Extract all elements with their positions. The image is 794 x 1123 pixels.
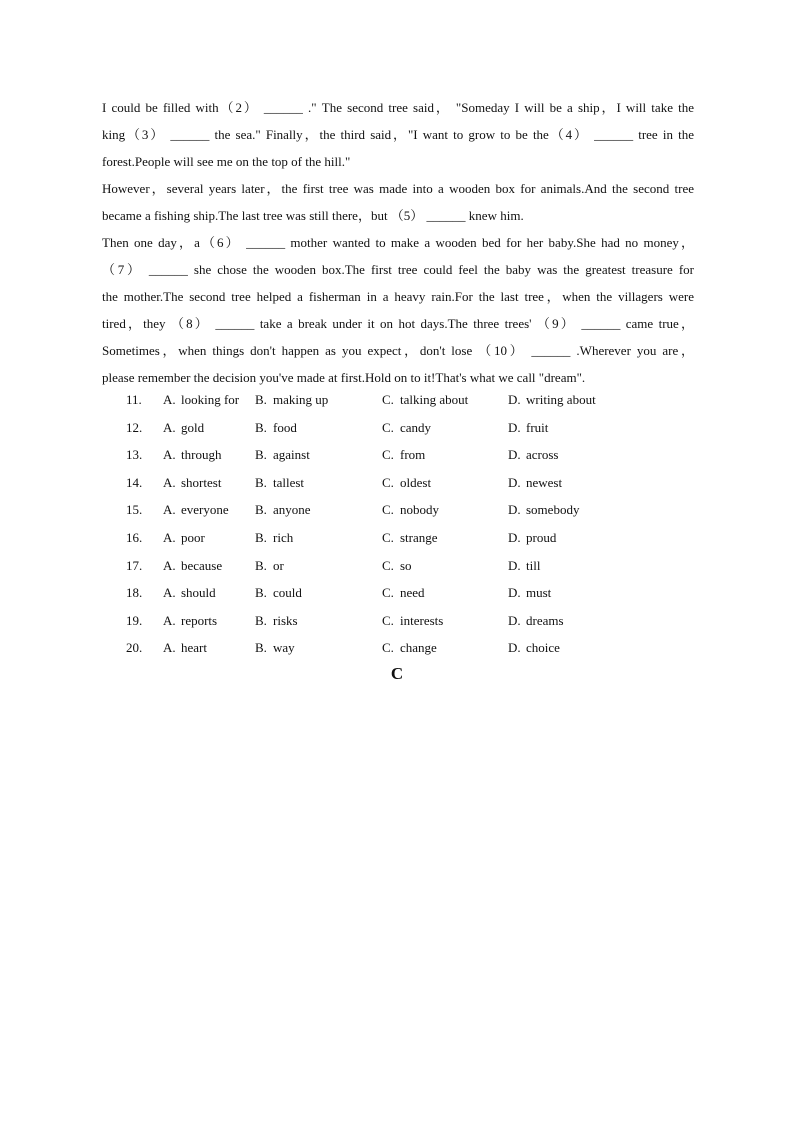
option-letter: C.	[382, 612, 394, 628]
question-row	[126, 414, 646, 442]
option-b	[255, 441, 310, 469]
option-a	[163, 579, 216, 607]
option-c	[382, 441, 425, 469]
option-letter: B.	[255, 585, 267, 601]
option-d	[508, 414, 548, 442]
option-letter: C.	[382, 640, 394, 656]
option-text: fruit	[526, 419, 549, 435]
option-letter: B.	[255, 612, 267, 628]
passage-line: became a fishing ship.The last tree was still there，but （5） ______ knew him.	[102, 208, 524, 223]
option-c	[382, 414, 431, 442]
question-number: 13.	[126, 447, 143, 463]
option-c	[382, 607, 443, 635]
option-b	[255, 386, 328, 414]
option-d	[508, 634, 560, 662]
option-letter: A.	[163, 557, 176, 573]
question-number: 18.	[126, 585, 143, 601]
option-letter: A.	[163, 612, 176, 628]
option-a	[163, 414, 204, 442]
option-c	[382, 579, 425, 607]
passage-line: I could be filled with（2） ______ ." The second tree said， "Someday I will be a ship，I will take the	[102, 100, 694, 115]
option-text: heart	[181, 640, 207, 656]
passage-line: However，several years later，the first tree was made into a wooden box for animals.And the second tree	[102, 181, 694, 196]
passage-line: king（3） ______ the sea." Finally，the third said，"I want to grow to be the（4） ______ tree in the	[102, 127, 694, 142]
option-text: oldest	[400, 474, 432, 490]
option-letter: D.	[508, 529, 521, 545]
option-text: tallest	[273, 474, 305, 490]
option-letter: A.	[163, 585, 176, 601]
option-text: food	[273, 419, 297, 435]
option-letter: A.	[163, 419, 176, 435]
option-text: writing about	[526, 392, 596, 407]
question-number: 20.	[126, 640, 143, 656]
option-letter: C.	[382, 557, 394, 573]
option-letter: B.	[255, 529, 267, 545]
passage-line: Sometimes，when things don't happen as you expect，don't lose （10） ______ .Wherever you are，	[102, 343, 694, 358]
option-c	[382, 634, 437, 662]
option-text: nobody	[400, 502, 439, 518]
question-row	[126, 524, 646, 552]
option-a	[163, 634, 207, 662]
option-text: across	[526, 447, 559, 463]
option-a	[163, 607, 217, 635]
question-row	[126, 386, 646, 414]
option-d	[508, 607, 564, 635]
question-row	[126, 579, 646, 607]
option-text: dreams	[526, 612, 564, 628]
option-d	[508, 524, 556, 552]
option-text: must	[526, 585, 552, 601]
question-number: 19.	[126, 612, 143, 628]
option-letter: C.	[382, 585, 394, 601]
question-number: 11.	[126, 392, 142, 407]
option-text: till	[526, 557, 541, 573]
option-letter: D.	[508, 640, 521, 656]
option-letter: B.	[255, 640, 267, 656]
option-text: or	[273, 557, 284, 573]
option-b	[255, 579, 302, 607]
section-heading: C	[390, 664, 404, 683]
option-letter: C.	[382, 447, 394, 463]
option-text: shortest	[181, 474, 222, 490]
option-letter: D.	[508, 419, 521, 435]
option-letter: C.	[382, 419, 394, 435]
option-c	[382, 552, 412, 580]
question-options-list	[126, 386, 646, 662]
option-a	[163, 524, 205, 552]
option-text: making up	[273, 392, 329, 407]
question-row	[126, 496, 646, 524]
option-d	[508, 496, 579, 524]
passage-line: please remember the decision you've made at first.Hold on to it!That's what we call "dream".	[102, 370, 586, 385]
option-d	[508, 579, 551, 607]
option-letter: A.	[163, 502, 176, 518]
option-text: so	[400, 557, 412, 573]
option-text: looking for	[181, 392, 240, 407]
option-a	[163, 552, 222, 580]
option-a	[163, 386, 239, 414]
option-c	[382, 469, 431, 497]
option-letter: C.	[382, 502, 394, 518]
option-letter: B.	[255, 557, 267, 573]
option-c	[382, 496, 439, 524]
question-number: 14.	[126, 474, 143, 490]
option-text: rich	[273, 529, 294, 545]
option-text: need	[400, 585, 425, 601]
option-letter: C.	[382, 392, 394, 407]
option-text: gold	[181, 419, 205, 435]
option-d	[508, 441, 559, 469]
option-a	[163, 441, 221, 469]
option-text: choice	[526, 640, 560, 656]
option-text: everyone	[181, 502, 229, 518]
option-text: reports	[181, 612, 218, 628]
option-text: anyone	[273, 502, 311, 518]
option-b	[255, 552, 284, 580]
option-b	[255, 607, 298, 635]
question-row	[126, 607, 646, 635]
option-text: could	[273, 585, 302, 601]
option-text: proud	[526, 529, 557, 545]
option-letter: A.	[163, 474, 176, 490]
option-text: interests	[400, 612, 444, 628]
passage-line: the mother.The second tree helped a fisherman in a heavy rain.For the last tree，when the villagers were	[102, 289, 694, 304]
question-row	[126, 441, 646, 469]
option-d	[508, 552, 540, 580]
option-text: against	[273, 447, 310, 463]
option-c	[382, 524, 438, 552]
option-letter: D.	[508, 585, 521, 601]
option-text: because	[181, 557, 223, 573]
option-b	[255, 496, 311, 524]
option-text: strange	[400, 529, 438, 545]
option-letter: B.	[255, 447, 267, 463]
option-letter: D.	[508, 502, 521, 518]
option-letter: A.	[163, 529, 176, 545]
option-b	[255, 634, 295, 662]
option-text: somebody	[526, 502, 580, 518]
option-letter: B.	[255, 419, 267, 435]
option-text: change	[400, 640, 437, 656]
question-number: 17.	[126, 557, 143, 573]
question-row	[126, 634, 646, 662]
option-letter: A.	[163, 447, 176, 463]
option-text: poor	[181, 529, 205, 545]
option-d	[508, 469, 562, 497]
option-letter: D.	[508, 557, 521, 573]
option-b	[255, 414, 297, 442]
option-d	[508, 386, 596, 414]
option-text: newest	[526, 474, 563, 490]
option-a	[163, 469, 221, 497]
option-text: through	[181, 447, 222, 463]
option-text: risks	[273, 612, 298, 628]
option-letter: D.	[508, 392, 521, 407]
passage-line: tired，they （8） ______ take a break under it on hot days.The three trees' （9） ______ came true，	[102, 316, 694, 331]
passage-line: forest.People will see me on the top of the hill."	[102, 154, 351, 169]
passage-text	[102, 94, 694, 391]
option-letter: C.	[382, 474, 394, 490]
question-row	[126, 469, 646, 497]
option-letter: D.	[508, 474, 521, 490]
option-a	[163, 496, 229, 524]
option-letter: C.	[382, 529, 394, 545]
option-c	[382, 386, 468, 414]
option-text: way	[273, 640, 295, 656]
option-letter: A.	[163, 392, 176, 407]
option-letter: B.	[255, 392, 267, 407]
option-text: should	[181, 585, 216, 601]
question-number: 12.	[126, 419, 143, 435]
option-text: talking about	[400, 392, 469, 407]
option-letter: A.	[163, 640, 176, 656]
question-number: 16.	[126, 529, 143, 545]
option-text: candy	[400, 419, 432, 435]
option-letter: B.	[255, 502, 267, 518]
option-letter: D.	[508, 612, 521, 628]
option-b	[255, 469, 304, 497]
passage-line: Then one day，a（6） ______ mother wanted to make a wooden bed for her baby.She had no money，	[102, 235, 694, 250]
passage-line: （7） ______ she chose the wooden box.The first tree could feel the baby was the greatest treasure for	[102, 262, 694, 277]
question-number: 15.	[126, 502, 143, 518]
question-row	[126, 552, 646, 580]
option-b	[255, 524, 293, 552]
option-letter: D.	[508, 447, 521, 463]
option-letter: B.	[255, 474, 267, 490]
option-text: from	[400, 447, 426, 463]
